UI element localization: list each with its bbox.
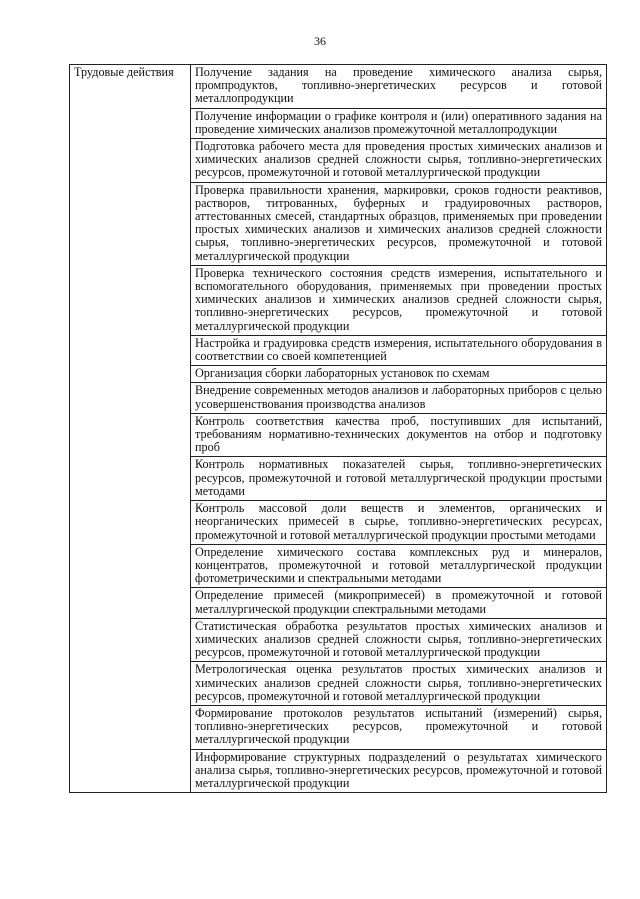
table-row — [70, 65, 607, 109]
labor-action-item: Проверка технического состояния средств измерения, испытательного и вспомогательного оборудования, применяемых при проведении простых химических анализов и химических анализов средней сложности сырья, топливно-энергетических ресурсов, промежуточной и готовой металлургической продукции — [191, 265, 607, 335]
labor-action-item: Внедрение современных методов анализов и лабораторных приборов с целью усовершенствования производства анализов — [191, 383, 607, 413]
labor-action-item: Статистическая обработка результатов простых химических анализов и химических анализов средней сложности сырья, топливно-энергетических ресурсов, промежуточной и готовой металлургической продукции — [191, 618, 607, 662]
labor-action-item: Информирование структурных подразделений о результатах химического анализа сырья, топливно-энергетических ресурсов, промежуточной и готовой металлургической продукции — [191, 749, 607, 793]
labor-action-item: Контроль массовой доли веществ и элементов, органических и неорганических примесей в сырье, топливно-энергетических ресурсах, промежуточной и готовой металлургической продукции простыми методами — [191, 501, 607, 545]
labor-action-item: Подготовка рабочего места для проведения простых химических анализов и химических анализов средней сложности сырья, топливно-энергетических ресурсов, промежуточной и готовой металлургической продукции — [191, 139, 607, 183]
section-label: Трудовые действия — [70, 65, 191, 793]
labor-action-item: Получение задания на проведение химического анализа сырья, промпродуктов, топливно-энергетических ресурсов и готовой металлопродукции — [191, 65, 607, 109]
labor-action-item: Настройка и градуировка средств измерения, испытательного оборудования в соответствии со своей компетенцией — [191, 335, 607, 365]
labor-actions-table — [69, 64, 607, 793]
labor-action-item: Контроль соответствия качества проб, поступивших для испытаний, требованиям нормативно-технических документов на отбор и подготовку проб — [191, 413, 607, 457]
labor-action-item: Формирование протоколов результатов испытаний (измерений) сырья, топливно-энергетических ресурсов, промежуточной и готовой металлургической продукции — [191, 705, 607, 749]
labor-action-item: Получение информации о графике контроля и (или) оперативного задания на проведение химических анализов промежуточной металлопродукции — [191, 108, 607, 138]
labor-action-item: Определение примесей (микропримесей) в промежуточной и готовой металлургической продукции спектральными методами — [191, 588, 607, 618]
page-number: 36 — [314, 34, 326, 48]
labor-action-item: Проверка правильности хранения, маркировки, сроков годности реактивов, растворов, титрованных, буферных и градуировочных растворов, аттестованных смесей, стандартных образцов, применяемых при проведении простых химических анализов и химических анализов средней сложности сырья, топливно-энергетических ресурсов, промежуточной и готовой металлургической продукции — [191, 182, 607, 265]
labor-action-item: Определение химического состава комплексных руд и минералов, концентратов, промежуточной и готовой металлургической продукции фотометрическими и спектральными методами — [191, 544, 607, 588]
labor-action-item: Контроль нормативных показателей сырья, топливно-энергетических ресурсов, промежуточной и готовой металлургической продукции простыми методами — [191, 457, 607, 501]
labor-action-item: Организация сборки лабораторных установок по схемам — [191, 366, 607, 383]
labor-action-item: Метрологическая оценка результатов простых химических анализов и химических анализов средней сложности сырья, топливно-энергетических ресурсов, промежуточной и готовой металлургической продукции — [191, 662, 607, 706]
